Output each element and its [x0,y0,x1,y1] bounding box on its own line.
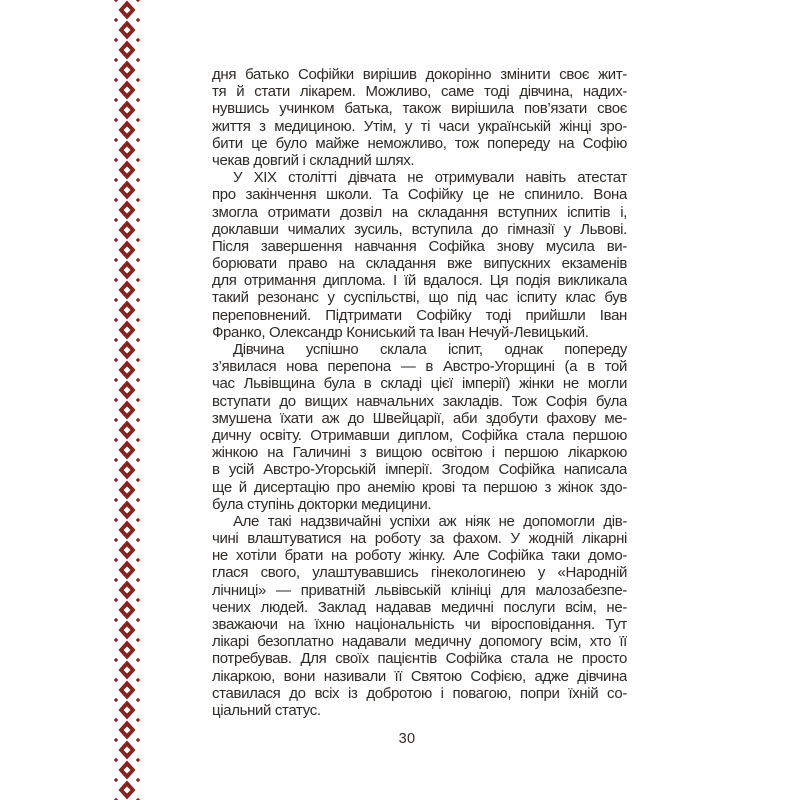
text-line: ціальний статус. [212,701,321,719]
text-line: жінкою на Галичині з вищою освітою і першою лікаркою [212,444,627,462]
paragraph [212,513,627,719]
text-line: змушена їхати аж до Швейцарії, аби здобути фахову ме- [212,409,627,427]
text-line: глася свого, улаштувавшись гінекологинею у «Народній [212,564,627,582]
diamond-chain-icon [112,0,142,800]
text-line: для отримання диплома. І їй вдалося. Ця подія викликала [212,272,627,290]
text-line: в усій Австро-Угорській імперії. Згодом Софійка написала [212,461,627,479]
paragraph [212,169,627,341]
text-line: лікарі безоплатно надавали медичну допомогу всім, хто її [212,633,627,651]
text-line: лічниці» — приватній львівській клініці для малозабезпе- [212,581,627,599]
text-line: вступати до вищих навчальних закладів. Тож Софія була [212,392,627,410]
text-line: тя й стати лікарем. Можливо, саме тоді дівчина, надих- [212,83,627,101]
text-line: ставилася до всіх із добротою і повагою, попри їхній со- [212,684,627,702]
page-number: 30 [398,731,416,747]
text-line: життя з медициною. Утім, у ті часи українській жінці зро- [212,117,627,135]
text-line: змогла отримати дозвіл на складання вступних іспитів і, [212,203,627,221]
text-line: була ступінь докторки медицини. [212,495,432,513]
text-line: зважаючи на їхню національність чи віросповідання. Тут [212,616,627,633]
text-line: чині влаштуватися на роботу за фахом. У жодній лікарні [212,530,627,548]
text-line: чених людей. Заклад надавав медичні послуги всім, не- [212,598,627,616]
text-line: дня батько Софійки вирішив докорінно змінити своє жит- [212,66,627,83]
text-line: доклавши чималих зусиль, вступила до гімназії у Львові. [212,220,627,238]
text-line: такий резонанс у суспільстві, що під час іспиту клас був [212,289,627,307]
text-line: лікаркою, вони називали її Святою Софією, адже дівчина [212,667,627,685]
text-line: потребував. Для своїх пацієнтів Софійка стала не просто [212,650,627,668]
text-line: Але такі надзвичайні успіхи аж ніяк не допомогли дів- [233,512,627,530]
paragraph [212,341,627,513]
text-line: нувшись учинком батька, також вирішила пов’язати своє [212,100,627,118]
left-border-ornament [112,0,142,800]
text-line: час Львівщина була в складі цієї імперії) жінки не могли [212,375,627,393]
text-line: не хотіли брати на роботу жінку. Але Софійка таки домо- [212,547,627,565]
text-block [212,66,627,719]
text-line: борювати право на складання вже випускних екзаменів [212,255,627,273]
paragraph [212,66,627,169]
text-line: з’явилася нова перепона — в Австро-Угорщині (а в той [212,358,627,376]
text-line: бити це було майже неможливо, тож попереду на Софію [212,134,627,152]
text-line: Дівчина успішно склала іспит, однак попереду [233,341,627,358]
text-line: Франко, Олександр Кониський та Іван Нечуй-Левицький. [212,323,589,341]
text-line: ще й дисертацію про анемію крові та першою з жінок здо- [212,478,627,496]
text-line: про закінчення школи. Та Софійку це не спинило. Вона [212,186,627,204]
text-line: переповнений. Підтримати Софійку тоді прийшли Іван [212,306,627,324]
text-line: чекав довгий і складний шлях. [212,151,415,169]
text-line: дичну освіту. Отримавши диплом, Софійка стала першою [212,426,627,444]
text-line: У XIX столітті дівчата не отримували навіть атестат [233,169,627,187]
text-line: Після завершення навчання Софійка знову мусила ви- [212,237,627,255]
